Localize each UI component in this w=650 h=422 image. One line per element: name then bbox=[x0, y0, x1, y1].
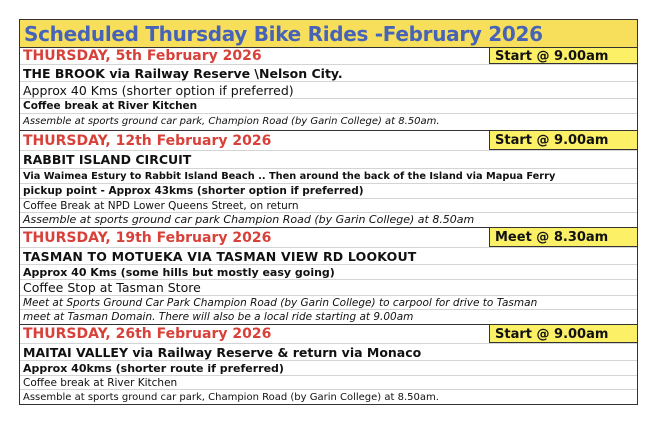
ride-4-distance-row bbox=[20, 361, 637, 376]
ride-4-distance: Approx 40kms (shorter route if preferred) bbox=[23, 362, 284, 375]
ride-1-date-row bbox=[20, 48, 637, 65]
ride-2-coffee-row bbox=[20, 199, 637, 213]
ride-2-detail-row-2 bbox=[20, 184, 637, 199]
ride-block-4 bbox=[20, 325, 637, 405]
ride-3-assemble-2: meet at Tasman Domain. There will also be a local ride starting at 9.00am bbox=[23, 311, 414, 323]
ride-3-assemble-row-2 bbox=[20, 310, 637, 324]
ride-schedule-sheet bbox=[19, 19, 638, 405]
ride-1-coffee: Coffee break at River Kitchen bbox=[23, 100, 198, 112]
ride-3-distance-row bbox=[20, 265, 637, 280]
ride-block-2 bbox=[20, 131, 637, 228]
ride-4-date-row bbox=[20, 325, 637, 344]
ride-4-assemble-row bbox=[20, 390, 637, 405]
ride-1-distance: Approx 40 Kms (shorter option if preferred) bbox=[23, 83, 294, 98]
ride-1-start-box bbox=[489, 48, 637, 64]
ride-2-detail-row-1 bbox=[20, 169, 637, 184]
ride-2-route: RABBIT ISLAND CIRCUIT bbox=[23, 152, 192, 167]
ride-2-detail-2: pickup point - Approx 43kms (shorter option if preferred) bbox=[23, 185, 364, 197]
ride-3-coffee-row bbox=[20, 280, 637, 296]
ride-1-coffee-row bbox=[20, 99, 637, 114]
ride-3-route: TASMAN TO MOTUEKA VIA TASMAN VIEW RD LOOKOUT bbox=[23, 249, 417, 264]
ride-2-assemble: Assemble at sports ground car park Champion Road (by Garin College) at 8.50am bbox=[23, 213, 475, 226]
title-row bbox=[20, 20, 637, 48]
ride-2-route-row bbox=[20, 151, 637, 169]
ride-2-date-row bbox=[20, 131, 637, 151]
ride-1-start-time: Start @ 9.00am bbox=[495, 49, 609, 64]
ride-2-date: THURSDAY, 12th February 2026 bbox=[23, 133, 272, 149]
ride-1-distance-row bbox=[20, 82, 637, 99]
ride-4-route: MAITAI VALLEY via Railway Reserve & return via Monaco bbox=[23, 345, 422, 360]
ride-3-distance: Approx 40 Kms (some hills but mostly easy going) bbox=[23, 266, 335, 279]
ride-block-1 bbox=[20, 48, 637, 131]
ride-4-coffee-row bbox=[20, 376, 637, 390]
ride-3-assemble-1: Meet at Sports Ground Car Park Champion Road (by Garin College) to carpool for drive to Tasman bbox=[23, 297, 538, 309]
ride-2-coffee: Coffee Break at NPD Lower Queens Street, on return bbox=[23, 200, 299, 212]
ride-3-coffee: Coffee Stop at Tasman Store bbox=[23, 280, 201, 295]
ride-4-route-row bbox=[20, 344, 637, 361]
ride-3-assemble-row-1 bbox=[20, 296, 637, 310]
ride-4-assemble: Assemble at sports ground car park, Champion Road (by Garin College) at 8.50am. bbox=[23, 392, 439, 403]
ride-1-date: THURSDAY, 5th February 2026 bbox=[23, 48, 262, 64]
ride-3-date-row bbox=[20, 228, 637, 248]
ride-2-assemble-row bbox=[20, 213, 637, 227]
ride-4-coffee: Coffee break at River Kitchen bbox=[23, 377, 178, 389]
ride-4-start-time: Start @ 9.00am bbox=[495, 327, 609, 342]
page-title: Scheduled Thursday Bike Rides -February 2026 bbox=[24, 22, 543, 46]
ride-1-route-row bbox=[20, 65, 637, 82]
ride-1-assemble: Assemble at sports ground car park, Champion Road (by Garin College) at 8.50am. bbox=[23, 116, 440, 127]
ride-3-start-box bbox=[489, 228, 637, 247]
ride-4-date: THURSDAY, 26th February 2026 bbox=[23, 326, 272, 342]
ride-4-start-box bbox=[489, 325, 637, 343]
ride-3-start-time: Meet @ 8.30am bbox=[495, 230, 609, 245]
ride-3-date: THURSDAY, 19th February 2026 bbox=[23, 230, 272, 246]
ride-1-assemble-row bbox=[20, 114, 637, 130]
ride-block-3 bbox=[20, 228, 637, 325]
ride-2-start-time: Start @ 9.00am bbox=[495, 133, 609, 148]
ride-1-route: THE BROOK via Railway Reserve \Nelson City. bbox=[23, 66, 343, 81]
ride-2-start-box bbox=[489, 131, 637, 150]
ride-3-route-row bbox=[20, 248, 637, 265]
ride-2-detail-1: Via Waimea Estury to Rabbit Island Beach .. Then around the back of the Island via Mapua Ferry bbox=[23, 171, 556, 182]
